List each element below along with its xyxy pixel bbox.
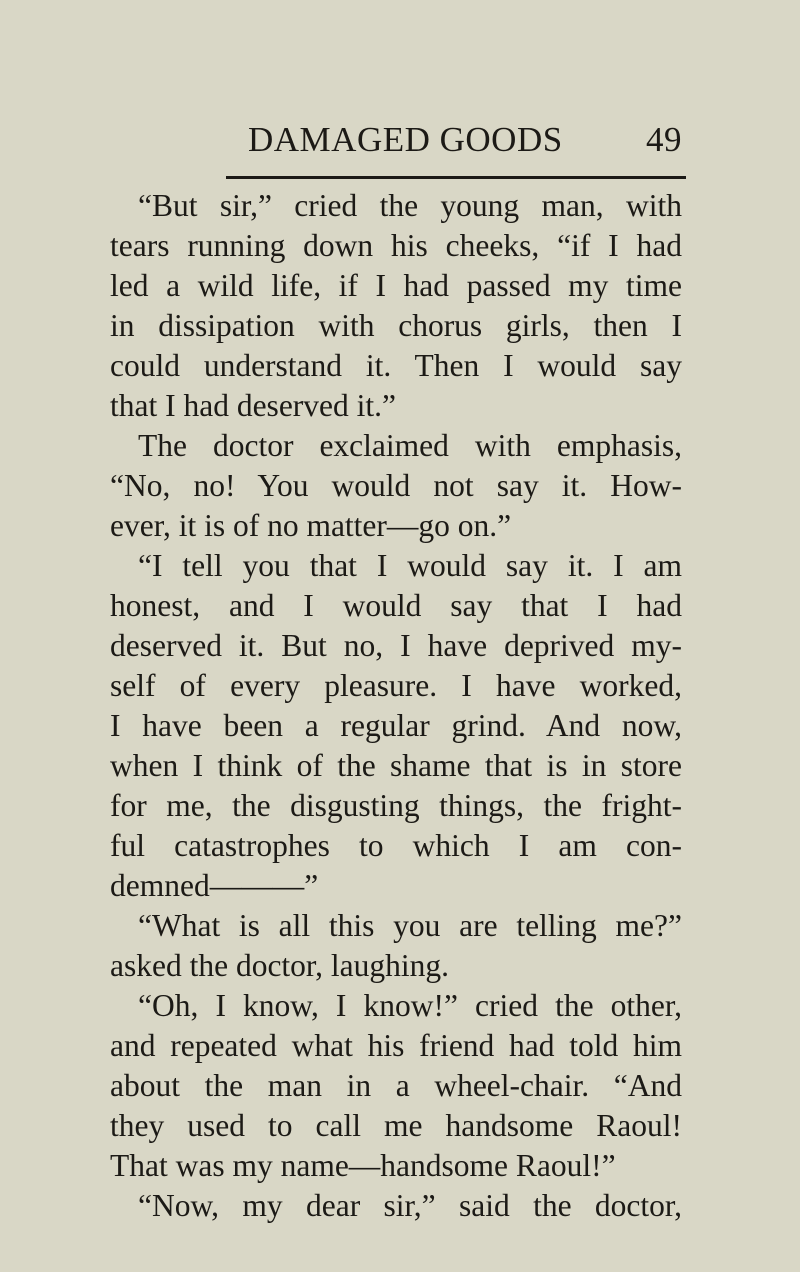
text-line: demned———” xyxy=(110,868,319,903)
text-line: The doctor exclaimed with emphasis, xyxy=(138,428,682,463)
text-line: I have been a regular grind. And now, xyxy=(110,708,682,743)
running-title: DAMAGED GOODS xyxy=(248,120,563,159)
text-line: and repeated what his friend had told him xyxy=(110,1028,682,1063)
text-line: “But sir,” cried the young man, with xyxy=(138,188,682,223)
text-line: about the man in a wheel-chair. “And xyxy=(110,1068,682,1103)
text-line: in dissipation with chorus girls, then I xyxy=(110,308,682,343)
text-line: asked the doctor, laughing. xyxy=(110,948,450,983)
text-line: “Now, my dear sir,” said the doctor, xyxy=(138,1188,682,1223)
text-line: “I tell you that I would say it. I am xyxy=(138,548,682,583)
text-line: “No, no! You would not say it. How- xyxy=(110,468,682,503)
text-line: that I had deserved it.” xyxy=(110,388,397,423)
header-rule xyxy=(226,176,686,179)
body-text xyxy=(110,186,682,1226)
text-line: deserved it. But no, I have deprived my- xyxy=(110,628,682,663)
text-line: That was my name—handsome Raoul!” xyxy=(110,1148,616,1183)
text-line: when I think of the shame that is in store xyxy=(110,748,682,783)
text-line: they used to call me handsome Raoul! xyxy=(110,1108,682,1143)
text-line: “What is all this you are telling me?” xyxy=(138,908,682,943)
text-line: led a wild life, if I had passed my time xyxy=(110,268,682,303)
text-line: could understand it. Then I would say xyxy=(110,348,682,383)
text-line: ever, it is of no matter—go on.” xyxy=(110,508,512,543)
text-line: honest, and I would say that I had xyxy=(110,588,682,623)
text-line: for me, the disgusting things, the fright- xyxy=(110,788,682,823)
text-line: self of every pleasure. I have worked, xyxy=(110,668,682,703)
page-number: 49 xyxy=(646,120,682,159)
text-line: “Oh, I know, I know!” cried the other, xyxy=(138,988,682,1023)
text-line: tears running down his cheeks, “if I had xyxy=(110,228,682,263)
running-header xyxy=(248,120,682,160)
text-line: ful catastrophes to which I am con- xyxy=(110,828,682,863)
